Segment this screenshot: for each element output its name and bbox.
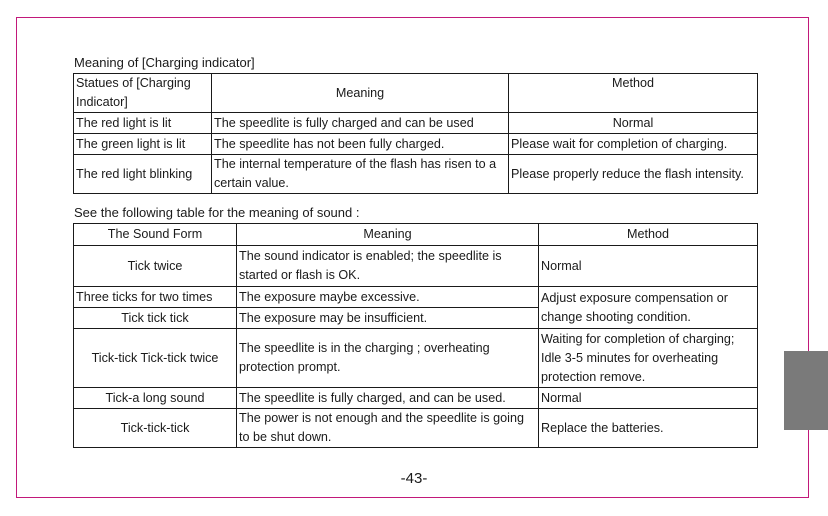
table-header-row	[74, 224, 758, 246]
method-cell: Normal	[539, 246, 758, 287]
status-cell: The red light blinking	[74, 155, 212, 194]
sound-form-cell: Tick-tick-tick	[74, 409, 237, 448]
meaning-cell: The internal temperature of the flash has risen to a certain value.	[212, 155, 509, 194]
table-row	[74, 113, 758, 134]
header-status: Statues of [Charging Indicator]	[74, 74, 212, 113]
charging-caption: Meaning of [Charging indicator]	[74, 55, 255, 70]
sound-form-cell: Tick tick tick	[74, 308, 237, 329]
meaning-cell: The exposure may be insufficient.	[237, 308, 539, 329]
method-cell: Normal	[539, 388, 758, 409]
sound-meaning-table	[73, 223, 758, 448]
sound-form-cell: Three ticks for two times	[74, 287, 237, 308]
header-sound-form: The Sound Form	[74, 224, 237, 246]
meaning-cell: The speedlite is fully charged and can be used	[212, 113, 509, 134]
sound-form-cell: Tick twice	[74, 246, 237, 287]
sound-form-cell: Tick-tick Tick-tick twice	[74, 329, 237, 388]
meaning-cell: The sound indicator is enabled; the speedlite is started or flash is OK.	[237, 246, 539, 287]
table-header-row	[74, 74, 758, 113]
method-cell: Waiting for completion of charging; Idle 3-5 minutes for overheating protection remove.	[539, 329, 758, 388]
status-cell: The green light is lit	[74, 134, 212, 155]
method-cell: Adjust exposure compensation or change shooting condition.	[539, 287, 758, 329]
table-row	[74, 246, 758, 287]
table-row	[74, 388, 758, 409]
table-row	[74, 155, 758, 194]
meaning-cell: The speedlite is fully charged, and can be used.	[237, 388, 539, 409]
method-cell: Replace the batteries.	[539, 409, 758, 448]
status-cell: The red light is lit	[74, 113, 212, 134]
header-method: Method	[539, 224, 758, 246]
method-cell: Normal	[509, 113, 758, 134]
table-row	[74, 409, 758, 448]
header-method: Method	[509, 74, 758, 113]
method-cell: Please wait for completion of charging.	[509, 134, 758, 155]
table-row	[74, 287, 758, 308]
sound-caption: See the following table for the meaning of sound :	[74, 205, 360, 220]
sound-form-cell: Tick-a long sound	[74, 388, 237, 409]
meaning-cell: The exposure maybe excessive.	[237, 287, 539, 308]
table-row	[74, 329, 758, 388]
method-cell: Please properly reduce the flash intensity.	[509, 155, 758, 194]
meaning-cell: The speedlite has not been fully charged.	[212, 134, 509, 155]
meaning-cell: The speedlite is in the charging ; overheating protection prompt.	[237, 329, 539, 388]
header-meaning: Meaning	[212, 74, 509, 113]
header-meaning: Meaning	[237, 224, 539, 246]
page-number: -43-	[400, 470, 428, 487]
section-tab-marker	[784, 351, 828, 430]
meaning-cell: The power is not enough and the speedlite is going to be shut down.	[237, 409, 539, 448]
table-row	[74, 134, 758, 155]
charging-indicator-table	[73, 73, 758, 194]
